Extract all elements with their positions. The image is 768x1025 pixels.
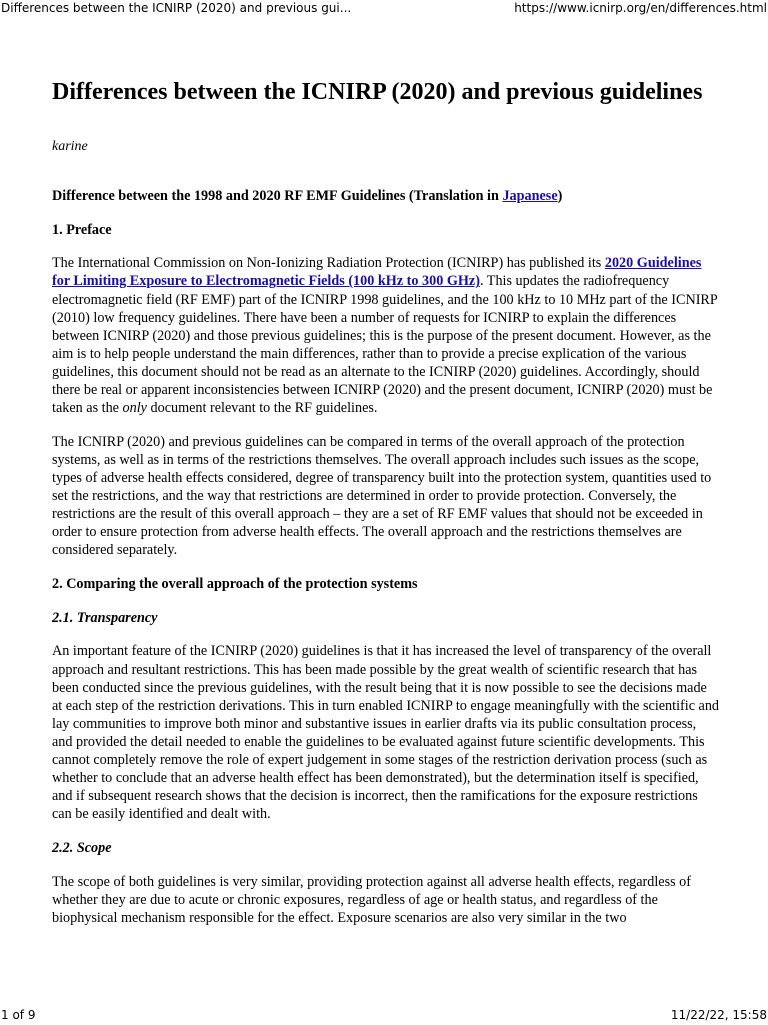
section-2-2-heading: 2.2. Scope: [52, 839, 112, 856]
print-header-title: Differences between the ICNIRP (2020) and previous gui...: [1, 1, 352, 15]
section-2-heading: 2. Comparing the overall approach of the protection systems: [52, 576, 418, 593]
page-title: Differences between the ICNIRP (2020) and previous guidelines: [52, 79, 703, 105]
section-1-heading: 1. Preface: [52, 221, 112, 238]
p1-part3: document relevant to the RF guidelines.: [146, 400, 378, 417]
print-footer: [0, 1007, 768, 1025]
p1-part2: . This updates the radiofrequency electromagnetic field (RF EMF) part of the ICNIRP 1998 guidelines, and the 100 kHz to 10 MHz part of the ICNIRP (2010) low frequency guidelines. There have been a number of requests for ICNIRP to explain the differences between ICNIRP (2020) and those previous guidelines; this is the purpose of the present document. However, as the aim is to help people understand the main differences, rather than to provide a precise explication of the various guidelines, this document should not be read as an alternate to the ICNIRP (2020) guidelines. Accordingly, should there be real or apparent inconsistencies between ICNIRP (2020) and the present document, ICNIRP (2020) must be taken as the: [52, 273, 718, 417]
author: karine: [52, 139, 88, 154]
paragraph-scope: The scope of both guidelines is very similar, providing protection against all adverse health effects, regardless of whether they are due to acute or chronic exposures, regardless of age or health status, and regardless of the biophysical mechanism responsible for the effect. Exposure scenarios are also very similar in the two: [52, 873, 691, 926]
print-header-url: https://www.icnirp.org/en/differences.html: [514, 1, 767, 15]
p1-italic: only: [122, 400, 147, 417]
intro-heading-prefix: Difference between the 1998 and 2020 RF EMF Guidelines (Translation in: [52, 188, 503, 204]
guidelines-2020-link[interactable]: 2020 Guidelines for Limiting Exposure to Electromagnetic Fields (100 kHz to 300 GHz): [52, 255, 702, 290]
print-datetime: 11/22/22, 15:58: [670, 1008, 767, 1022]
article: [52, 76, 720, 943]
paragraph-comparison: The ICNIRP (2020) and previous guidelines can be compared in terms of the overall approach of the protection systems, as well as in terms of the restrictions themselves. The overall approach includes such issues as the scope, types of adverse health effects considered, degree of transparency built into the protection system, quantities used to set the restrictions, and the way that restrictions are determined in order to provide protection. Conversely, the restrictions are the result of this overall approach – they are a set of RF EMF values that should not be exceeded in order to ensure protection from adverse health effects. The overall approach and the restrictions themselves are considered separately.: [52, 433, 712, 559]
paragraph-preface: [52, 254, 720, 417]
japanese-translation-link[interactable]: Japanese: [502, 188, 558, 204]
intro-heading: [52, 187, 720, 205]
print-header: [0, 0, 768, 18]
paragraph-transparency: An important feature of the ICNIRP (2020) guidelines is that it has increased the level of transparency of the overall approach and resultant restrictions. This has been made possible by the great wealth of scientific research that has been conducted since the previous guidelines, with the result being that it is now possible to see the decisions made at each step of the restriction derivations. This in turn enabled ICNIRP to engage meaningfully with the scientific and lay communities to improve both minor and substantive issues in earlier drafts via its public consultation process, and provided the detail needed to enable the guidelines to be evaluated against future scientific developments. This cannot completely remove the role of expert judgement in some stages of the restriction derivation process (such as whether to conclude that an adverse health effect has been demonstrated), but the determination itself is specified, and if subsequent research shows that the decision is incorrect, then the ramifications for the exposure restrictions can be easily identified and dealt with.: [52, 643, 720, 823]
p1-part1: The International Commission on Non-Ionizing Radiation Protection (ICNIRP) has published its: [52, 255, 605, 272]
section-2-1-heading: 2.1. Transparency: [52, 609, 158, 626]
page-number: 1 of 9: [1, 1008, 36, 1022]
intro-heading-suffix: ): [557, 188, 563, 204]
